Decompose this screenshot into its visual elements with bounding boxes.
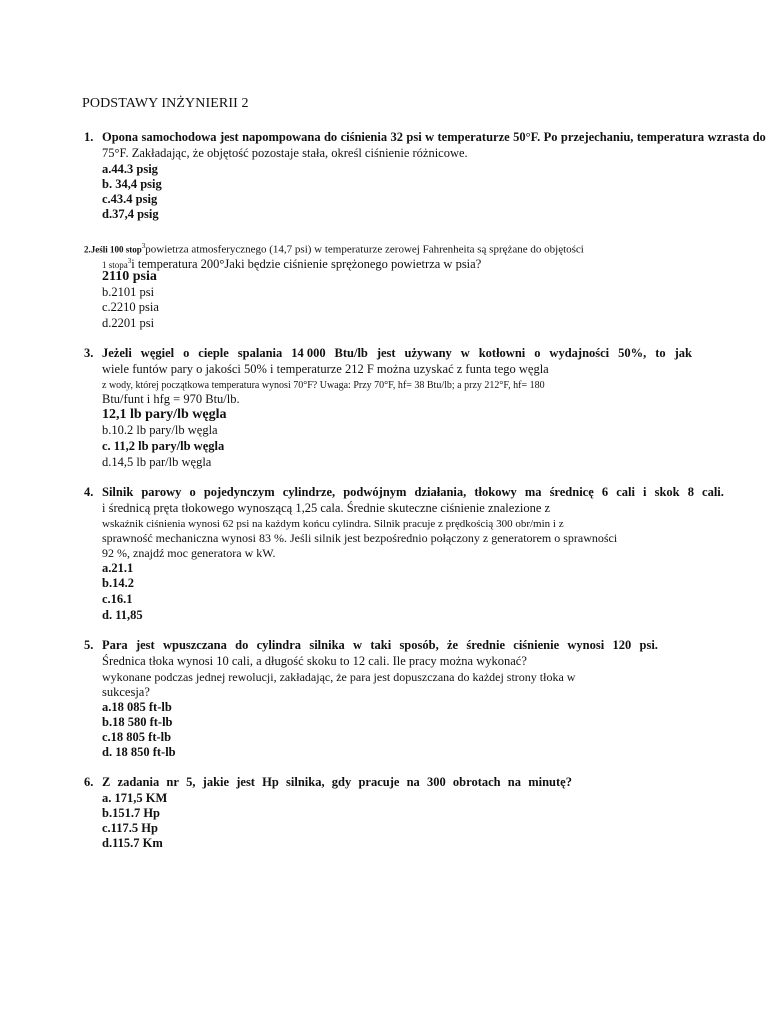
q6-line1-word: nr (166, 775, 179, 789)
q5-line1-word: jest (135, 638, 155, 652)
q5-option-a: a.18 085 ft-lb (102, 700, 172, 714)
q6-line1-word: obrotach (452, 775, 501, 789)
q3-line1-word: cieple (198, 346, 229, 360)
q1-line1-word: do (752, 130, 766, 144)
q3-line4: Btu/funt i hfg = 970 Btu/lb. (102, 392, 240, 406)
q3-line1-word: węgiel (140, 346, 175, 360)
q6-line1-word: na (406, 775, 420, 789)
q3-option-c: c. 11,2 lb pary/lb węgla (102, 439, 225, 453)
q4-line4: sprawność mechaniczna wynosi 83 %. Jeśli silnik jest bezpośrednio połączony z generatorem o sprawności (102, 531, 618, 545)
q4-line1-word: skok (654, 485, 680, 499)
q6-line1-word: na (507, 775, 521, 789)
q4-option-b: b.14.2 (102, 576, 134, 590)
q1-line1-word: przejechaniu, (560, 130, 634, 144)
q4-option-c: c.16.1 (102, 592, 133, 606)
q1-option-d: d.37,4 psig (102, 207, 159, 221)
q4-line3: wskaźnik ciśnienia wynosi 62 psi na każdym końcu cylindra. Silnik pracuje z prędkością 300 obr/min i z (102, 518, 564, 530)
q3-line1-word: to (655, 346, 666, 360)
q4-line1 (102, 485, 724, 500)
q2-option-c: c.2210 psia (102, 300, 159, 314)
q5-line4: sukcesja? (102, 685, 150, 699)
q3-option-a: 12,1 lb pary/lb węgla (102, 407, 227, 422)
q1-number: 1. (84, 130, 94, 144)
q3-line1-word: spalania (237, 346, 283, 360)
q3-number: 3. (84, 346, 94, 360)
q4-line1-word: cylindrze, (282, 485, 336, 499)
q3-option-d: d.14,5 lb par/lb węgla (102, 455, 212, 469)
q6-line1-word: 5, (186, 775, 196, 789)
q5-line1 (102, 638, 658, 653)
q1-line1-word: ciśnienia (340, 130, 388, 144)
q5-line3: wykonane podczas jednej rewolucji, zakładając, że para jest dopuszczana do każdej strony tłoka w (102, 670, 576, 684)
q5-number: 5. (84, 638, 94, 652)
q4-line1-word: o (189, 485, 196, 499)
q3-line1-word: 50%, (618, 346, 647, 360)
q3-line3: z wody, której początkowa temperatura wynosi 70°F? Uwaga: Przy 70°F, hf= 38 Btu/lb; a przy 212°F, hf= 180 (102, 380, 545, 391)
q5-line1-word: silnika (309, 638, 345, 652)
q3-line1-word: w (460, 346, 470, 360)
q1-line1-word: temperaturze (437, 130, 510, 144)
q4-option-a: a.21.1 (102, 561, 134, 575)
q6-line1-word: Hp (262, 775, 279, 789)
q6-line1 (102, 775, 572, 790)
q5-line1-word: wynosi (567, 638, 605, 652)
q4-line1-word: 6 (601, 485, 609, 499)
q1-line1-word: napompowana (242, 130, 321, 144)
q1-option-b: b. 34,4 psig (102, 177, 162, 191)
q3-line1-word: o (534, 346, 541, 360)
q6-line1-word: minutę? (528, 775, 572, 789)
q2-line2-rest: i temperatura 200°Jaki będzie ciśnienie sprężonego powietrza w psia? (131, 257, 482, 272)
q3-line1-word: jak (674, 346, 692, 360)
q1-line1-word: jest (219, 130, 239, 144)
q4-line1-word: i (643, 485, 647, 499)
q4-line2: i średnicą pręta tłokowego wynoszącą 1,25 cala. Średnie skuteczne ciśnienie znalezione z (102, 501, 551, 515)
q3-line1-word: o (183, 346, 190, 360)
q1-line1-word: Po (543, 130, 558, 144)
q5-option-b: b.18 580 ft-lb (102, 715, 173, 729)
q6-line1-word: jest (236, 775, 255, 789)
q5-line1-word: cylindra (256, 638, 302, 652)
q6-line1-word: jakie (202, 775, 230, 789)
q6-line1-word: 300 (426, 775, 446, 789)
q5-line1-word: sposób, (399, 638, 439, 652)
q3-line1-word: Btu/lb (334, 346, 368, 360)
q5-line1-word: ciśnienie (513, 638, 560, 652)
q1-option-c: c.43.4 psig (102, 192, 158, 206)
q2-option-b: b.2101 psi (102, 285, 155, 299)
q5-line2: Średnica tłoka wynosi 10 cali, a długość skoku to 12 cali. Ile pracy można wykonać? (102, 654, 527, 668)
q4-line1-word: cali. (702, 485, 724, 499)
q1-line1-word: Opona (102, 130, 139, 144)
q5-line1-word: średnie (466, 638, 506, 652)
q3-option-b: b.10.2 lb pary/lb węgla (102, 423, 218, 437)
q2-option-a: 2110 psia (102, 269, 157, 284)
q5-line1-word: że (446, 638, 459, 652)
q5-line1-word: wpuszczana (162, 638, 227, 652)
q1-line1-word: w (425, 130, 435, 144)
q1-line1-word: samochodowa (141, 130, 217, 144)
q3-line1-word: kotłowni (478, 346, 526, 360)
q3-line1-word: 14 000 (291, 346, 326, 360)
q6-line1-word: gdy (331, 775, 352, 789)
q5-line1-word: do (235, 638, 249, 652)
q6-option-a: a. 171,5 KM (102, 791, 168, 805)
q1-line1-word: wzrasta (707, 130, 750, 144)
q4-line1-word: Silnik (102, 485, 134, 499)
q4-number: 4. (84, 485, 94, 499)
q1-line2: 75°F. Zakładając, że objętość pozostaje stała, określ ciśnienie różnicowe. (102, 146, 468, 160)
q1-line1-word: temperatura (636, 130, 705, 144)
q3-line2: wiele funtów pary o jakości 50% i temperaturze 212 F można uzyskać z funta tego węgla (102, 362, 549, 376)
q5-line1-word: psi. (639, 638, 658, 652)
q4-line1-word: podwójnym (343, 485, 407, 499)
q5-line1-word: Para (102, 638, 128, 652)
q4-option-d: d. 11,85 (102, 608, 143, 622)
q2-option-d: d.2201 psi (102, 316, 155, 330)
q6-option-c: c.117.5 Hp (102, 821, 158, 835)
q3-line1-word: wydajności (549, 346, 610, 360)
q4-line1-word: działania, (414, 485, 467, 499)
q5-option-c: c.18 805 ft-lb (102, 730, 172, 744)
q1-line1-word: psi (406, 130, 422, 144)
q6-option-b: b.151.7 Hp (102, 806, 161, 820)
q6-line1-word: Z (102, 775, 111, 789)
q5-line1-word: w (353, 638, 363, 652)
q2-line2-prefix: 1 stopa (102, 260, 128, 271)
q2-line1: 2.Jeśli 100 stop$^3$powietrza atmosferycznego (14,7 psi) w temperaturze zerowej Fahrenheita są sprężane do objętości (84, 242, 584, 256)
q4-line5: 92 %, znajdź moc generatora w kW. (102, 546, 276, 560)
q4-line1-word: 8 (687, 485, 694, 499)
q4-line1-word: parowy (141, 485, 182, 499)
q2-line2: 1 stopa$^3$i temperatura 200°Jaki będzie ciśnienie sprężonego powietrza w psia? (102, 257, 482, 272)
q5-option-d: d. 18 850 ft-lb (102, 745, 176, 759)
q1-option-a: a.44.3 psig (102, 162, 158, 176)
q4-line1-word: tłokowy (474, 485, 517, 499)
q6-option-d: d.115.7 Km (102, 836, 163, 850)
q1-line1 (102, 130, 766, 145)
q6-line1-word: pracuje (358, 775, 400, 789)
q4-line1-word: średnicę (549, 485, 594, 499)
q4-line1-word: cali (616, 485, 635, 499)
q4-line1-word: ma (524, 485, 542, 499)
q3-line1-word: jest (376, 346, 396, 360)
q1-line1-word: 50°F. (513, 130, 541, 144)
q5-line1-word: 120 (612, 638, 632, 652)
document-title: PODSTAWY INŻYNIERII 2 (82, 96, 249, 111)
q6-line1-word: zadania (117, 775, 160, 789)
q1-line1-word: 32 (390, 130, 403, 144)
q2-line1-rest: powietrza atmosferycznego (14,7 psi) w temperaturze zerowej Fahrenheita są sprężane do objętości (145, 243, 584, 256)
q6-line1-word: silnika, (286, 775, 325, 789)
q3-line1 (102, 346, 692, 361)
q1-line1-word: do (323, 130, 338, 144)
q6-number: 6. (84, 775, 94, 789)
q4-line1-word: pojedynczym (203, 485, 275, 499)
q3-line1-word: używany (404, 346, 452, 360)
q5-line1-word: taki (370, 638, 392, 652)
q3-line1-word: Jeżeli (102, 346, 132, 360)
q2-line1-prefix: 2.Jeśli 100 stop (84, 244, 142, 255)
